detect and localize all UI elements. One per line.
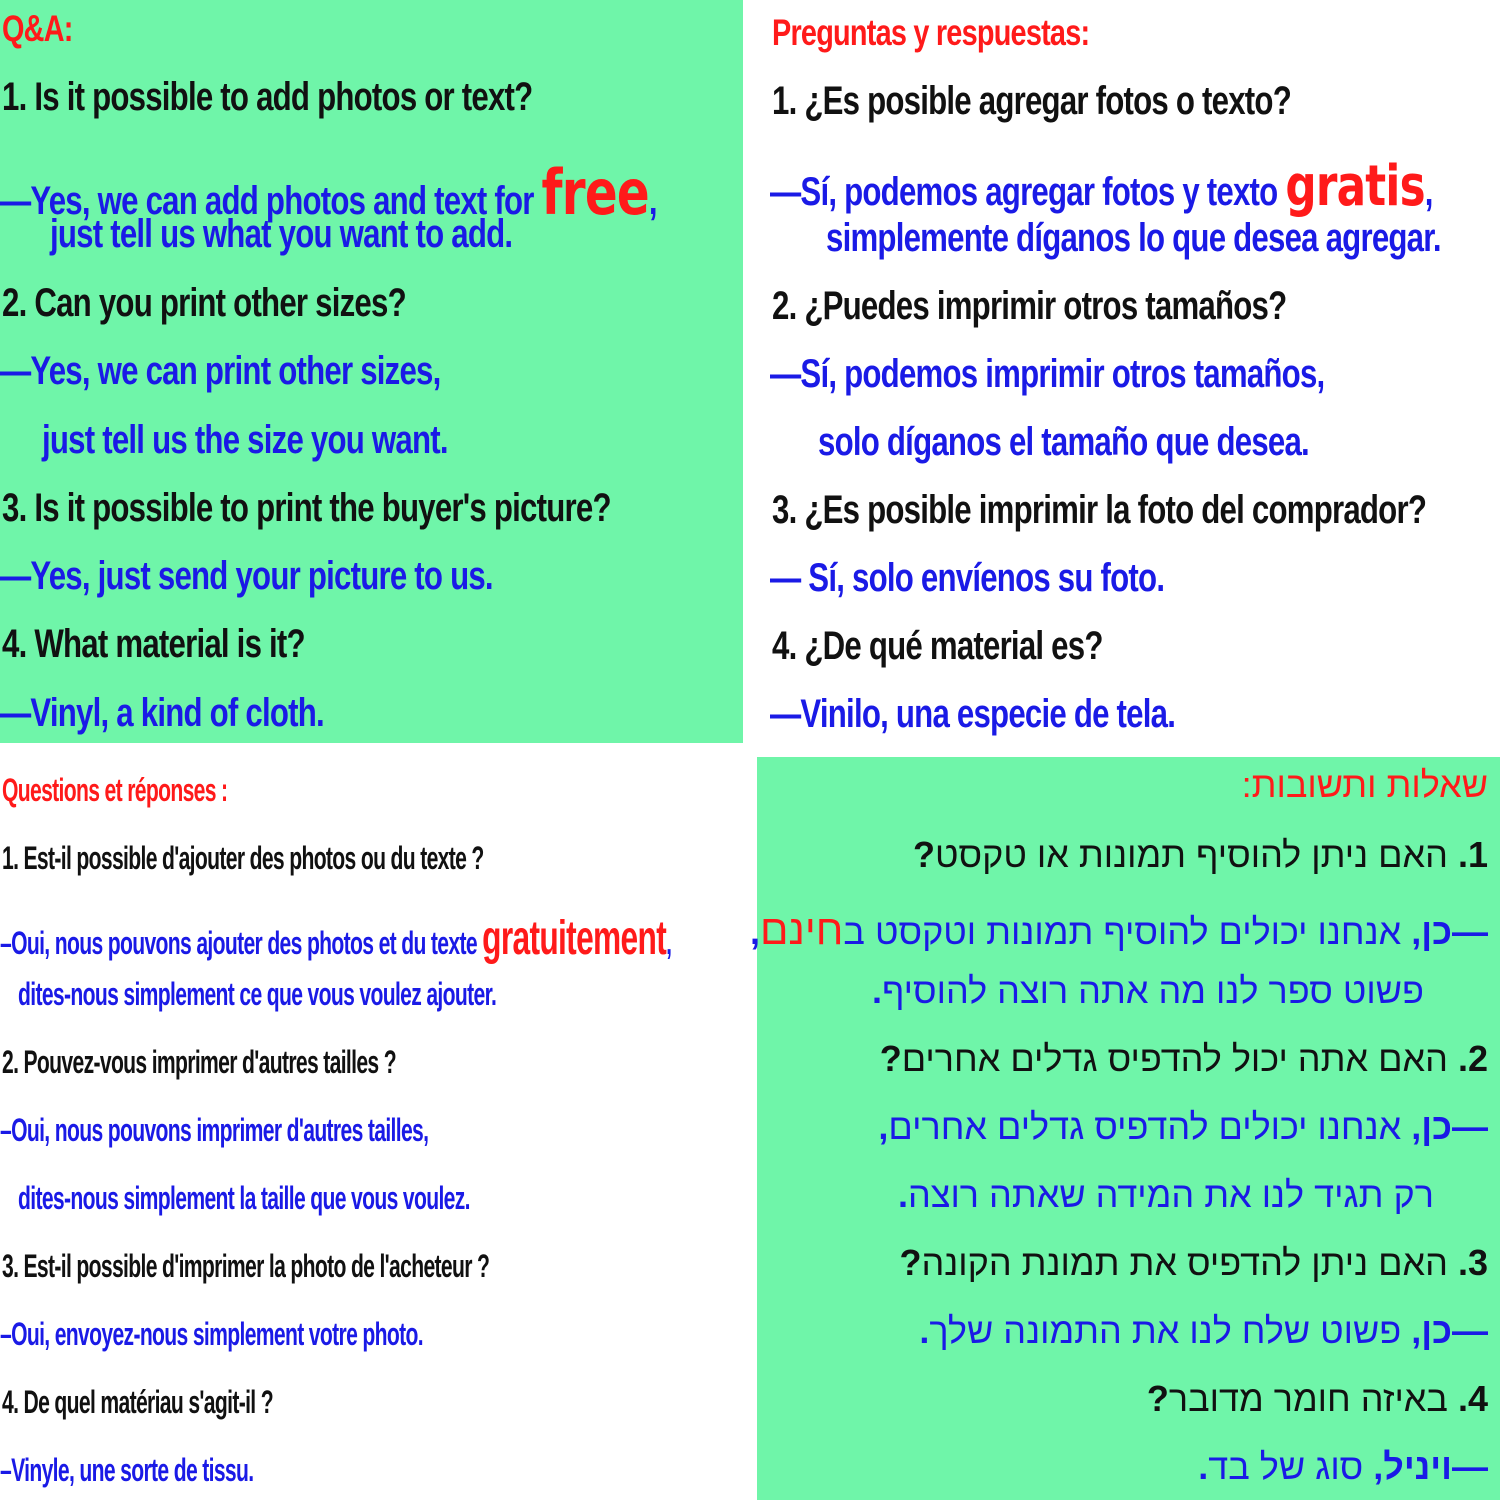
hebrew-answer-3-yes: כן,: [1411, 1310, 1452, 1351]
hebrew-question-1-mark: ?: [913, 834, 936, 875]
spanish-answer-1-comma: ,: [1424, 170, 1433, 214]
french-answer-3: –Oui, envoyez-nous simplement votre photo.: [0, 1316, 423, 1352]
hebrew-answer-1-yes: כן,: [1411, 911, 1452, 952]
hebrew-question-4: [1147, 1378, 1488, 1420]
french-question-4: 4. De quel matériau s'agit-il ?: [2, 1384, 273, 1420]
hebrew-answer-1-line-2-dot: .: [871, 970, 882, 1011]
french-gratuitement-highlight: gratuitement: [482, 912, 667, 965]
spanish-answer-2: —Sí, podemos imprimir otros tamaños,: [770, 352, 1325, 396]
english-question-3: 3. Is it possible to print the buyer's picture?: [2, 486, 611, 530]
hebrew-answer-2: [878, 1106, 1488, 1148]
hebrew-question-1: [913, 834, 1488, 876]
hebrew-answer-3: [919, 1310, 1488, 1352]
hebrew-answer-4-dash: —: [1452, 1446, 1488, 1487]
hebrew-answer-2-line-2: [898, 1174, 1434, 1216]
french-question-3: 3. Est-il possible d'imprimer la photo de l'acheteur ?: [2, 1248, 490, 1284]
hebrew-answer-4-yes: ויניל,: [1373, 1446, 1452, 1487]
hebrew-answer-2-comma: ,: [878, 1106, 889, 1147]
spanish-question-1: 1. ¿Es posible agregar fotos o texto?: [772, 79, 1291, 123]
hebrew-answer-2-yes: כן,: [1411, 1106, 1452, 1147]
hebrew-answer-3-text: פשוט שלח לנו את התמונה שלך: [929, 1310, 1412, 1351]
hebrew-answer-3-dot: .: [919, 1310, 930, 1351]
french-answer-1: [0, 911, 671, 966]
english-answer-2-line-2: just tell us the size you want.: [42, 418, 448, 462]
hebrew-question-4-text: באיזה חומר מדובר: [1168, 1378, 1458, 1419]
hebrew-title: שאלות ותשובות:: [1241, 764, 1488, 805]
spanish-answer-2-line-2: solo díganos el tamaño que desea.: [818, 420, 1309, 464]
hebrew-answer-3-dash: —: [1452, 1310, 1488, 1351]
french-question-1: 1. Est-il possible d'ajouter des photos ou du texte ?: [2, 840, 484, 876]
english-question-1: 1. Is it possible to add photos or text?: [2, 75, 533, 119]
hebrew-question-3-text: האם ניתן להדפיס את תמונת הקונה: [921, 1242, 1458, 1283]
hebrew-question-4-mark: ?: [1146, 1378, 1169, 1419]
french-answer-1-line-2: dites-nous simplement ce que vous voulez ajouter.: [18, 976, 497, 1012]
french-title: Questions et réponses :: [2, 772, 228, 808]
hebrew-answer-1-text: אנחנו יכולים להוסיף תמונות וטקסט ב: [843, 911, 1412, 952]
french-question-2: 2. Pouvez-vous imprimer d'autres tailles ?: [2, 1044, 396, 1080]
hebrew-answer-1: [750, 906, 1488, 954]
hebrew-question-1-text: האם ניתן להוסיף תמונות או טקסט: [935, 834, 1458, 875]
english-answer-4: —Vinyl, a kind of cloth.: [0, 691, 324, 735]
english-question-2: 2. Can you print other sizes?: [2, 281, 406, 325]
hebrew-answer-4: [1198, 1446, 1488, 1488]
hebrew-answer-2-dash: —: [1452, 1106, 1488, 1147]
hebrew-answer-1-line-2: [872, 970, 1424, 1012]
english-answer-1-text: —Yes, we can add photos and text for: [0, 179, 542, 223]
hebrew-question-4-number: 4.: [1457, 1378, 1488, 1419]
hebrew-answer-1-line-2-text: פשוט ספר לנו מה אתה רוצה להוסיף: [881, 970, 1424, 1011]
hebrew-question-2-mark: ?: [879, 1038, 902, 1079]
spanish-question-3: 3. ¿Es posible imprimir la foto del comprador?: [772, 488, 1427, 532]
french-answer-2: –Oui, nous pouvons imprimer d'autres tailles,: [0, 1112, 429, 1148]
english-answer-1-comma: ,: [648, 179, 657, 223]
spanish-answer-4: —Vinilo, una especie de tela.: [770, 692, 1176, 736]
hebrew-answer-4-dot: .: [1198, 1446, 1209, 1487]
english-question-4: 4. What material is it?: [2, 622, 305, 666]
french-answer-4: –Vinyle, une sorte de tissu.: [0, 1452, 254, 1488]
french-answer-2-line-2: dites-nous simplement la taille que vous voulez.: [18, 1180, 470, 1216]
hebrew-answer-2-text: אנחנו יכולים להדפיס גדלים אחרים: [888, 1106, 1412, 1147]
spanish-answer-1-text: —Sí, podemos agregar fotos y texto: [770, 170, 1286, 214]
french-answer-1-comma: ,: [666, 925, 672, 961]
french-answer-1-text: –Oui, nous pouvons ajouter des photos et du texte: [0, 925, 483, 961]
hebrew-question-2: [880, 1038, 1488, 1080]
english-answer-1-line-2: just tell us what you want to add.: [50, 212, 513, 256]
spanish-answer-3: — Sí, solo envíenos su foto.: [770, 556, 1165, 600]
hebrew-question-2-number: 2.: [1457, 1038, 1488, 1079]
spanish-answer-1: [770, 154, 1433, 219]
spanish-question-2: 2. ¿Puedes imprimir otros tamaños?: [772, 284, 1287, 328]
hebrew-question-1-number: 1.: [1457, 834, 1488, 875]
english-free-highlight: free: [541, 156, 649, 229]
english-answer-2: —Yes, we can print other sizes,: [0, 349, 441, 393]
spanish-question-4: 4. ¿De qué material es?: [772, 624, 1103, 668]
hebrew-answer-2-line-2-text: רק תגיד לנו את המידה שאתה רוצה: [908, 1174, 1434, 1215]
english-title: Q&A:: [2, 8, 73, 49]
hebrew-answer-1-dash: —: [1452, 911, 1488, 952]
hebrew-question-2-text: האם אתה יכול להדפיס גדלים אחרים: [901, 1038, 1458, 1079]
hebrew-free-highlight: חינם: [760, 906, 844, 953]
english-answer-3: —Yes, just send your picture to us.: [0, 554, 493, 598]
hebrew-question-3-mark: ?: [899, 1242, 922, 1283]
spanish-answer-1-line-2: simplemente díganos lo que desea agregar.: [826, 216, 1441, 260]
spanish-title: Preguntas y respuestas:: [772, 12, 1090, 53]
spanish-gratis-highlight: gratis: [1285, 154, 1425, 219]
hebrew-answer-4-text: סוג של בד: [1208, 1446, 1374, 1487]
hebrew-answer-1-comma: ,: [750, 911, 761, 952]
hebrew-question-3: [899, 1242, 1488, 1284]
hebrew-question-3-number: 3.: [1457, 1242, 1488, 1283]
hebrew-answer-2-line-2-dot: .: [898, 1174, 909, 1215]
